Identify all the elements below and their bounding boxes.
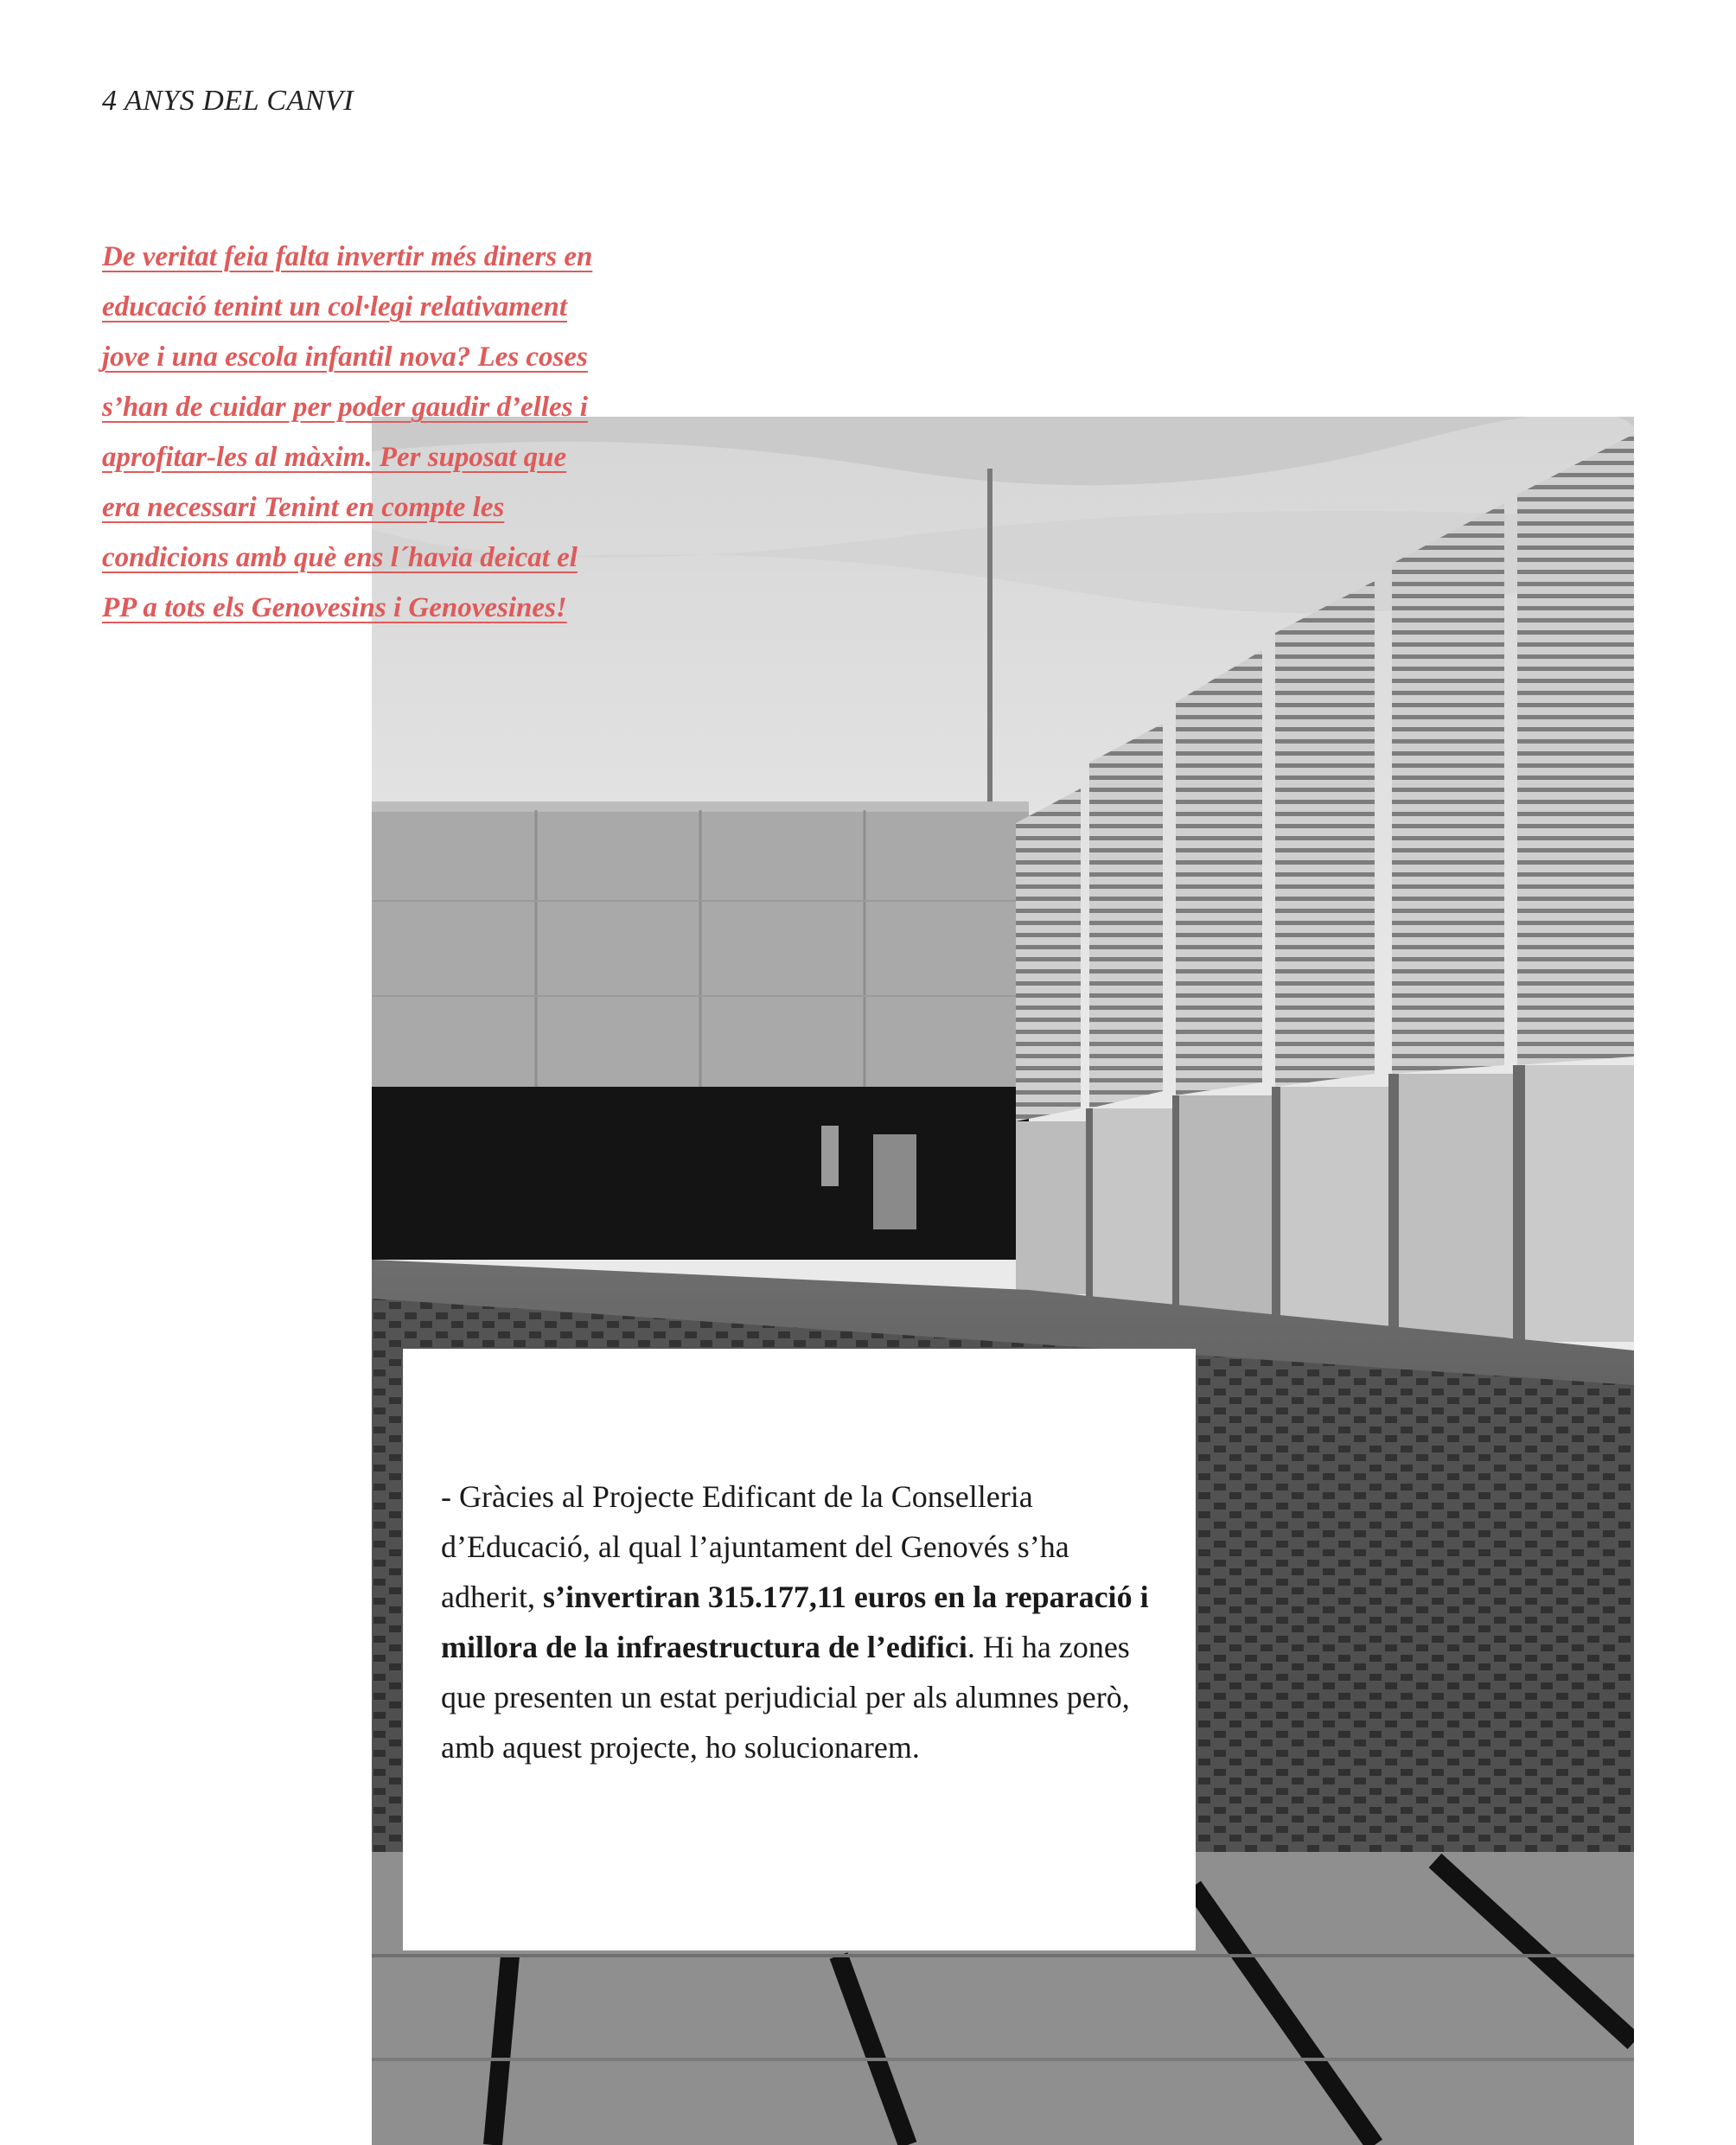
pull-quote: De veritat feia falta invertir més diners en educació tenint un col·legi relativament jove i una escola infantil nova? Les coses s’han de cuidar per poder gaudir d’elles i aprofitar-les al màxim. Per suposat que era necessari Tenint en compte les condicions amb què ens l´havia deicat el PP a tots els Genovesins i Genovesines! <box>102 241 593 623</box>
section-heading: 4 ANYS DEL CANVI <box>102 85 354 117</box>
article-text-intro: - Gràcies al Projecte Edificant de la Conselleria d’Educació, al qual l’ajuntament del Genovés s’ha adherit, <box>441 1479 1069 1614</box>
article-text-outro: . Hi ha zones que presenten un estat perjudicial per als alumnes però, amb aquest projecte, ho solucionarem. <box>441 1630 1130 1765</box>
article-text-box <box>403 1349 1196 1950</box>
article-text-highlight: s’invertiran 315.177,11 euros en la reparació i millora de la infraestructura de l’edifici <box>441 1580 1149 1664</box>
article-body <box>441 1471 1161 1772</box>
